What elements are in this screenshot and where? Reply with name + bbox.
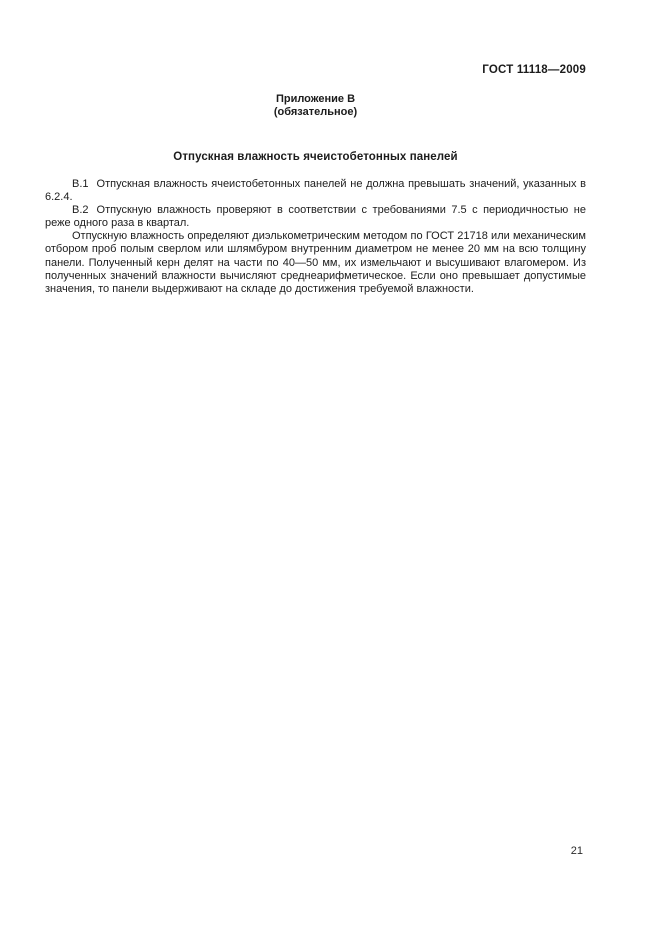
paragraph-method bbox=[45, 230, 586, 295]
appendix-note: (обязательное) bbox=[273, 106, 358, 118]
body-text bbox=[45, 178, 586, 296]
appendix-heading bbox=[45, 93, 586, 119]
document-header-standard-number: ГОСТ 11118—2009 bbox=[482, 64, 586, 76]
paragraph-text: Отпускную влажность определяют диэлькометрическим методом по ГОСТ 21718 или механическим отбором проб полым сверлом или шлямбуром внутренним диаметром не менее 20 мм на всю толщину панели. Полученный керн делят на части по 40—50 мм, их измельчают и высушивают влагомером. Из полученных значений влажности вычисляют среднеарифметическое. Если оно превышает допустимые значения, то панели выдерживают на складе до достижения требуемой влажности. bbox=[45, 230, 586, 295]
appendix-label: Приложение В bbox=[275, 93, 356, 105]
paragraph-number: В.1 bbox=[72, 178, 89, 190]
paragraph-b1 bbox=[45, 178, 586, 204]
page-number: 21 bbox=[570, 845, 583, 857]
paragraph-text: Отпускная влажность ячеистобетонных панелей не должна превышать значений, указанных в 6.2.4. bbox=[45, 178, 586, 204]
paragraph-text: Отпускную влажность проверяют в соответствии с требованиями 7.5 с периодичностью не реже одного раза в квартал. bbox=[45, 204, 586, 230]
page-title: Отпускная влажность ячеистобетонных панелей bbox=[173, 151, 458, 163]
paragraph-b2 bbox=[45, 204, 586, 230]
paragraph-number: В.2 bbox=[72, 204, 89, 217]
